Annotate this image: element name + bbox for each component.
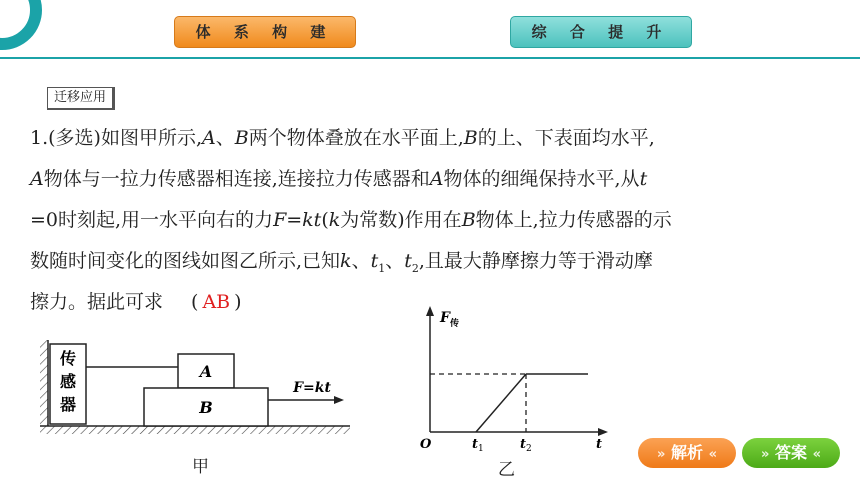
var-t2: t (404, 250, 412, 272)
var-k: k (340, 250, 352, 272)
subscript: 2 (411, 261, 419, 275)
arrow-head-icon (334, 396, 344, 404)
t1-sub: 1 (478, 444, 484, 452)
text-span: 、 (385, 250, 405, 272)
t1-label: t (472, 437, 479, 452)
chevron-right-icon: » (761, 447, 770, 462)
answer-fill: AB (202, 291, 231, 313)
text-span: ( (191, 291, 199, 313)
var-force: F=kt (273, 209, 322, 231)
answer-button[interactable] (742, 438, 840, 468)
question-line-2 (30, 159, 830, 200)
text-span: 擦力。据此可求 (30, 291, 164, 313)
question-line-1 (30, 118, 830, 159)
text-span: 的上、下表面均水平, (477, 127, 655, 149)
nav-tab-zonghe-tisheng[interactable]: 综 合 提 升 (510, 16, 692, 48)
var-b: B (463, 127, 478, 149)
y-axis-sub: 传 (450, 319, 460, 329)
x-axis-arrow-icon (598, 428, 608, 436)
figure-jia-caption: 甲 (192, 457, 209, 477)
text-span: =0时刻起,用一水平向右的力 (30, 209, 274, 231)
block-a-label: A (199, 362, 213, 381)
var-k: k (328, 209, 341, 231)
sensor-label: 器 (59, 395, 77, 414)
text-span: ) (234, 291, 242, 313)
text-span: 两个物体叠放在水平面上, (248, 127, 464, 149)
text-span: 物体上,拉力传感器的示 (475, 209, 672, 231)
var-t1: t (370, 250, 379, 272)
y-axis-arrow-icon (426, 306, 434, 316)
question-line-4 (30, 241, 830, 282)
question-line-3 (30, 200, 830, 241)
var-b: B (461, 209, 476, 231)
question-text (30, 118, 830, 323)
ground-hatch (40, 426, 350, 434)
figure-jia (36, 334, 356, 444)
wall-hatch (40, 340, 48, 426)
text-span: 数随时间变化的图线如图乙所示,已知 (30, 250, 341, 272)
section-tag: 迁移应用 (47, 87, 115, 110)
sensor-label: 感 (59, 372, 77, 391)
block-b-label: B (199, 398, 213, 417)
var-t: t (639, 168, 648, 190)
logo-arc (0, 0, 42, 50)
text-span: 物体的细绳保持水平,从 (443, 168, 640, 190)
analysis-label: 解析 (670, 443, 703, 462)
header-divider (0, 57, 860, 59)
analysis-button[interactable] (638, 438, 736, 468)
var-a: A (30, 168, 44, 190)
subscript: 1 (378, 261, 386, 275)
origin-label: O (420, 437, 432, 452)
text-span: 1.(多选)如图甲所示, (30, 127, 202, 149)
figure-yi-caption: 乙 (498, 460, 515, 480)
y-axis-label: F (440, 310, 450, 326)
sensor-curve-rise (476, 374, 526, 432)
chevron-right-icon: » (657, 447, 666, 462)
var-a: A (429, 168, 444, 190)
text-span: 、 (215, 127, 235, 149)
text-span: 物体与一拉力传感器相连接,连接拉力传感器和 (43, 168, 430, 190)
chevron-left-icon: « (708, 447, 717, 462)
force-label: F=kt (293, 380, 331, 396)
var-b: B (234, 127, 249, 149)
answer-label: 答案 (774, 443, 807, 462)
text-span: ( (321, 209, 329, 231)
text-span: ,且最大静摩擦力等于滑动摩 (418, 250, 653, 272)
chevron-left-icon: « (812, 447, 821, 462)
x-axis-label: t (596, 437, 603, 452)
figure-yi (410, 302, 615, 452)
text-span: 、 (351, 250, 371, 272)
nav-tab-tixi-goujian[interactable]: 体 系 构 建 (174, 16, 356, 48)
sensor-label: 传 (59, 349, 77, 368)
var-a: A (202, 127, 216, 149)
t2-sub: 2 (526, 444, 532, 452)
t2-label: t (520, 437, 527, 452)
text-span: 为常数)作用在 (340, 209, 462, 231)
